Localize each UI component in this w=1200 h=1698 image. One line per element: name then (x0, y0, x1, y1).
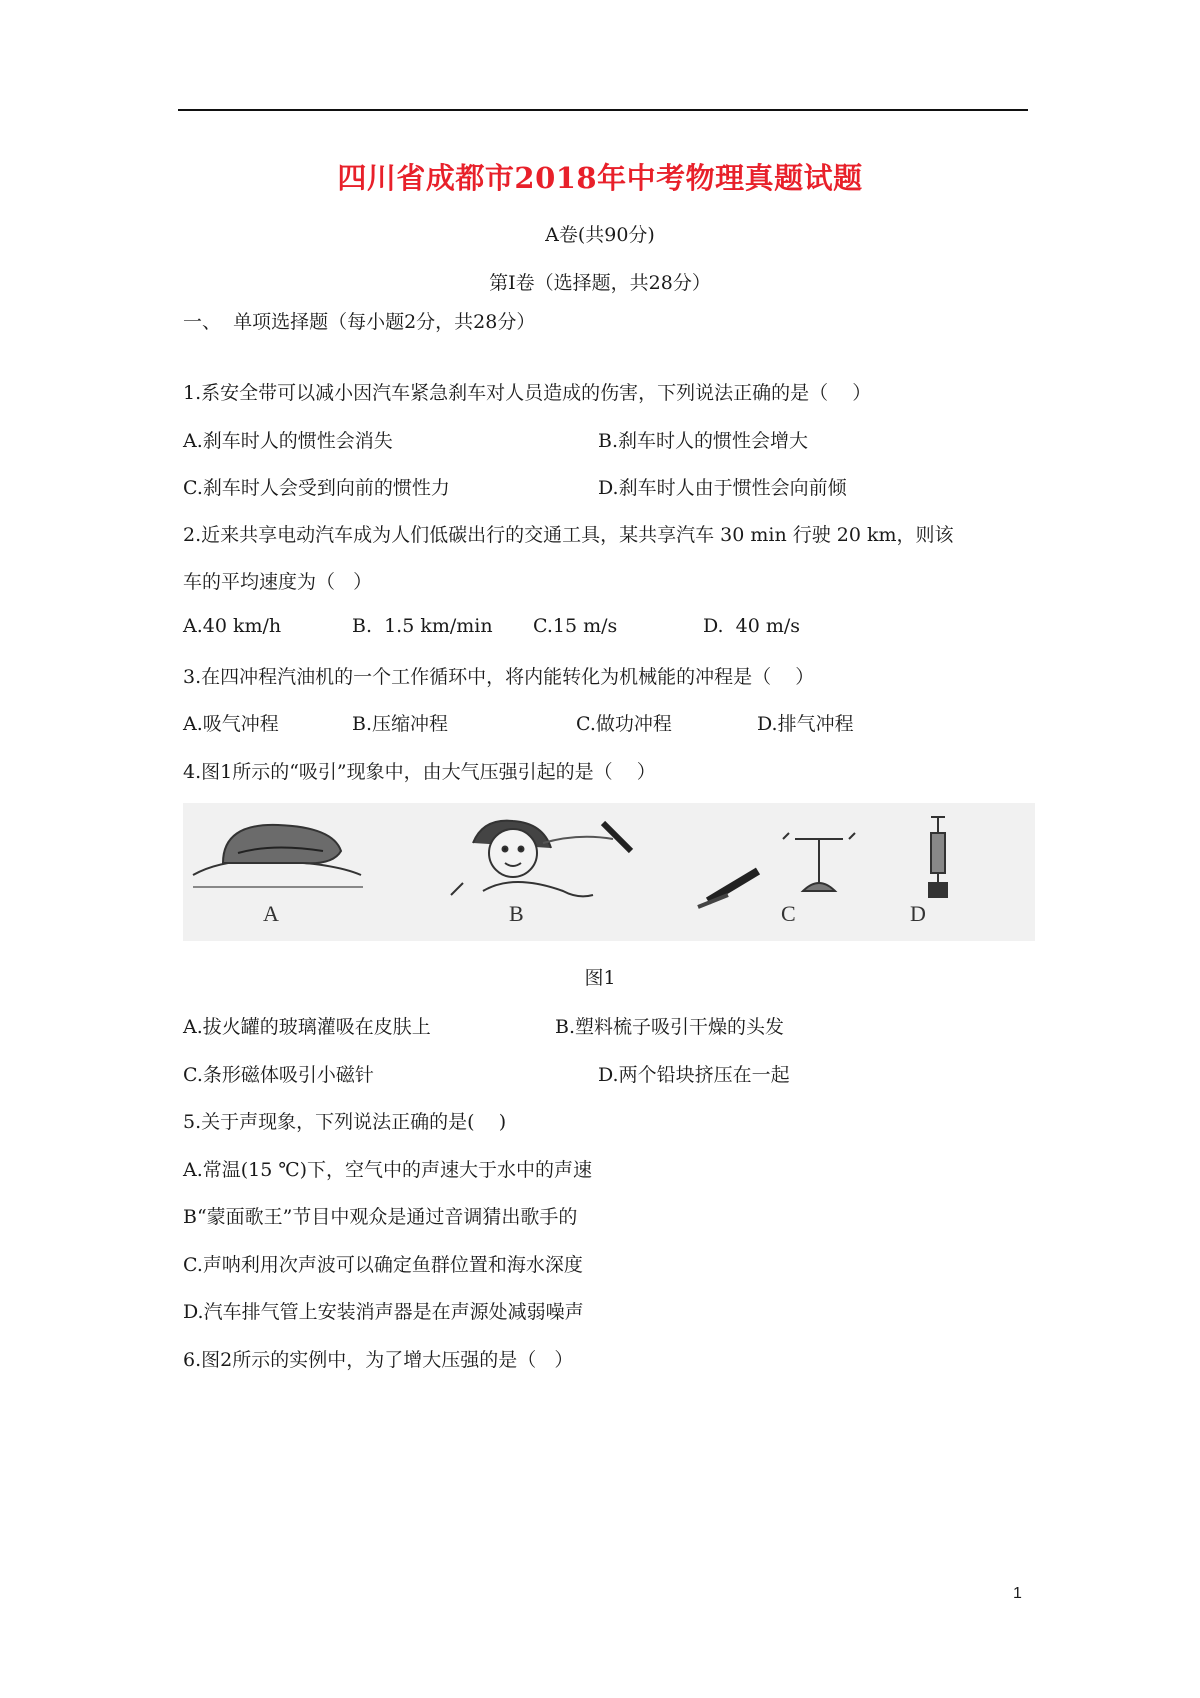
question-2-option-c: C.15 m/s (533, 615, 618, 637)
question-3-option-a: A.吸气冲程 (183, 713, 279, 735)
question-3-option-b: B.压缩冲程 (352, 713, 449, 735)
header-rule (178, 109, 1028, 111)
part-heading: 一、 单项选择题（每小题2分，共28分） (183, 311, 536, 333)
figure-1-caption: 图1 (584, 967, 616, 989)
figure-d-lead-blocks-icon (929, 817, 947, 897)
question-2-option-a: A.40 km/h (183, 615, 282, 637)
question-4-option-a: A.拔火罐的玻璃灌吸在皮肤上 (183, 1016, 431, 1038)
question-3-stem: 3.在四冲程汽油机的一个工作循环中，将内能转化为机械能的冲程是（ ） (183, 666, 815, 688)
figure-b-girl-comb-icon (451, 821, 631, 897)
section-heading: 第Ⅰ卷（选择题，共28分） (489, 272, 711, 294)
question-1-option-a: A.刹车时人的惯性会消失 (183, 430, 393, 452)
figure-label-c: C (781, 901, 796, 926)
question-2-option-d: D. 40 m/s (703, 615, 801, 637)
question-5-option-d: D.汽车排气管上安装消声器是在声源处减弱噪声 (183, 1301, 584, 1323)
question-2-stem-line-2: 车的平均速度为（ ） (183, 571, 373, 593)
figure-label-b: B (509, 901, 524, 926)
question-1-option-d: D.刹车时人由于惯性会向前倾 (598, 477, 847, 499)
question-6-stem: 6.图2所示的实例中，为了增大压强的是（ ） (183, 1349, 574, 1371)
question-5-option-c: C.声呐利用次声波可以确定鱼群位置和海水深度 (183, 1254, 583, 1276)
question-1-stem: 1.系安全带可以减小因汽车紧急刹车对人员造成的伤害，下列说法正确的是（ ） (183, 382, 872, 404)
paper-a-heading: A卷(共90分) (545, 224, 655, 246)
question-5-option-a: A.常温(15 ℃)下，空气中的声速大于水中的声速 (183, 1159, 593, 1181)
question-2-option-b: B. 1.5 km/min (352, 615, 493, 637)
figure-label-d: D (910, 901, 926, 926)
question-4-option-b: B.塑料梳子吸引干燥的头发 (555, 1016, 785, 1038)
question-1-option-c: C.刹车时人会受到向前的惯性力 (183, 477, 450, 499)
question-4-option-d: D.两个铅块挤压在一起 (598, 1064, 790, 1086)
question-2-stem-line-1: 2.近来共享电动汽车成为人们低碳出行的交通工具，某共享汽车 30 min 行驶 20 km，则该 (183, 524, 954, 546)
figure-c-magnet-needle-icon (698, 833, 855, 907)
page-number: 1 (1013, 1585, 1022, 1602)
question-4-option-c: C.条形磁体吸引小磁针 (183, 1064, 374, 1086)
question-3-option-d: D.排气冲程 (757, 713, 854, 735)
figure-a-cupping-glass-icon (193, 825, 363, 887)
page-title: 四川省成都市2018年中考物理真题试题 (337, 161, 863, 195)
question-5-stem: 5.关于声现象，下列说法正确的是( ) (183, 1111, 507, 1133)
question-5-option-b: B“蒙面歌王”节目中观众是通过音调猜出歌手的 (183, 1206, 578, 1228)
figure-label-a: A (263, 901, 279, 926)
question-4-stem: 4.图1所示的“吸引”现象中，由大气压强引起的是（ ） (183, 761, 656, 783)
figure-1-illustration (183, 803, 1035, 941)
question-1-option-b: B.刹车时人的惯性会增大 (598, 430, 809, 452)
question-3-option-c: C.做功冲程 (576, 713, 672, 735)
